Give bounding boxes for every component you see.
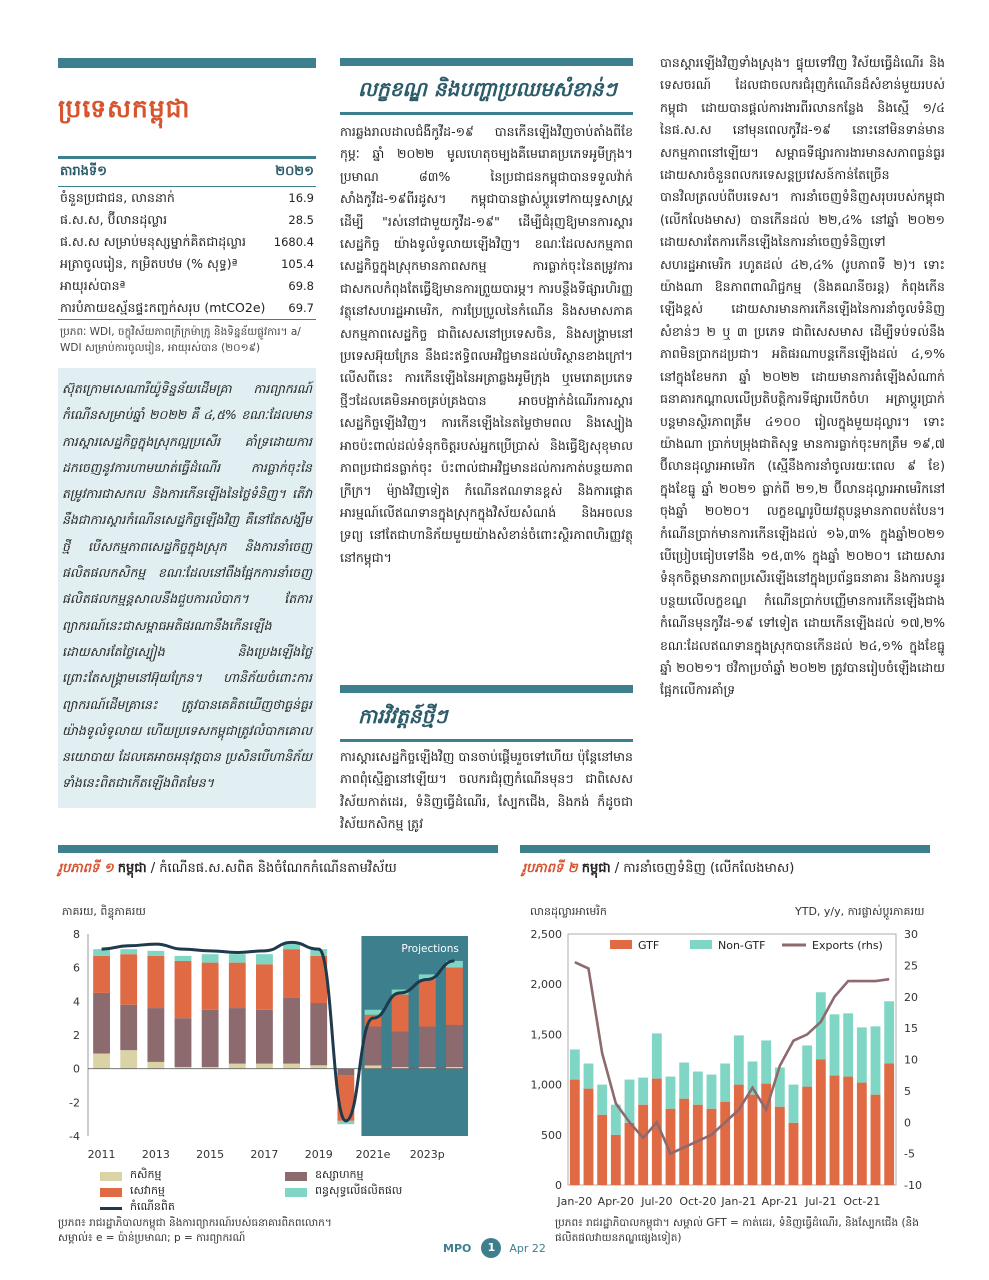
bar-segment	[857, 1083, 867, 1185]
right-column	[660, 52, 945, 838]
footer-page-number: 1	[481, 1238, 501, 1258]
y-left-tick-label: 0	[555, 1179, 562, 1192]
bar-segment	[802, 1045, 812, 1086]
bar-segment	[652, 1033, 662, 1078]
bar-segment	[229, 963, 246, 1008]
summary-box: ស៊ុតក្រោមសេណារីយ៉ូទិន្នន័យដើមគ្រា ការព្យាករណ៍កំណើនសម្រាប់ឆ្នាំ ២០២២ គឺ ៤,៥% ខណៈដែលមានការស្តារសេដ្ឋកិច្ចក្នុងស្រុកល្អប្រសើរ គាំទ្រដោយការដកចេញនូវការហាមឃាត់ធ្វើដំណើរ ការធ្លាក់ចុះនៃតម្រូវការជាសកល និងការកើនឡើងនៃថ្លៃទំនិញ។ តើវានឹងជាការស្តារកំណើនសេដ្ឋកិច្ចឡើងវិញ គឺនៅតែសង្ឃឹមថ្មី បើសកម្មភាពសេដ្ឋកិច្ចក្នុងស្រុក និងការនាំចេញផលិតផលកសិកម្ម ខណៈដែលនៅពឹងផ្អែកការនាំចេញផលិតផលកម្មន្តសាលនឹងជួបការលំបាក។ តែការព្យាករណ៍នេះជាសម្ពាធអតិផរណានឹងកើនឡើង ដោយសារតែថ្លៃស្បៀង និងប្រេងឡើងថ្លៃ ព្រោះតែសង្គ្រាមនៅអ៊ុយក្រែន។ ហានិភ័យចំពោះការព្យាករណ៍ដើមគ្រានេះ ត្រូវបានគេគិតឃើញថាធ្ងន់ធ្ងរយ៉ាងទូលំទូលាយ ហើយប្រទេសកម្ពុជាត្រូវលំបាកគោលនយោបាយ ដែលគេអាចអនុវត្តបាន ប្រសិនបើហានិភ័យទាំងនេះពិតជាកើតឡើងពិតមែន។	[58, 368, 316, 808]
table-row-value: 1680.4	[273, 235, 314, 249]
legend-swatch-nongtf	[690, 940, 712, 949]
bar-segment	[830, 1076, 840, 1185]
y-left-tick-label: 2,000	[530, 978, 562, 992]
bar-segment	[734, 1035, 744, 1084]
exports-line	[575, 962, 889, 1153]
x-tick-label: Jul-21	[805, 1195, 837, 1208]
legend-taxes-swatch	[285, 1188, 307, 1197]
bar-segment	[147, 1062, 164, 1069]
bar-segment	[337, 1069, 354, 1076]
bar-segment	[202, 1010, 219, 1067]
bar-segment	[857, 1027, 867, 1082]
bar-segment	[611, 1135, 621, 1185]
legend-label-nongtf: Non-GTF	[718, 939, 766, 952]
y-tick-label: 8	[73, 928, 80, 941]
legend-agri	[100, 1168, 161, 1184]
y-right-tick-label: 25	[904, 959, 918, 973]
y-right-tick-label: 0	[904, 1116, 911, 1130]
bar-segment	[830, 1014, 840, 1075]
bar-segment	[310, 1065, 327, 1068]
bar-segment	[365, 1010, 382, 1015]
table-title: តារាងទី១	[60, 164, 107, 179]
x-tick-label: Apr-21	[761, 1195, 798, 1208]
bar-segment	[256, 964, 273, 1009]
bar-segment	[679, 1063, 689, 1099]
x-tick-label: 2017	[250, 1148, 279, 1161]
legend-label-gtf: GTF	[638, 939, 660, 952]
bar-segment	[789, 1123, 799, 1185]
legend-industry	[285, 1168, 364, 1184]
figure1-country: កម្ពុជា	[117, 861, 147, 876]
section-body-recent-developments: ការស្តារសេដ្ឋកិច្ចឡើងវិញ បានចាប់ផ្តើមរួចទៅហើយ ប៉ុន្តែនៅមានភាពពុំស្មើគ្នានៅឡើយ។ ចលករជំរុញកំណើនមុនៗ ជាពិសេសវិស័យកាត់ដេរ, ទំនិញធ្វើដំណើរ, ស្បែកជើង, និងកង់ ក៏ដូចជាវិស័យកសិកម្ម ត្រូវ	[340, 749, 633, 832]
table-row-label: អាយុរស់បានª	[60, 278, 126, 293]
legend-swatch-gtf	[610, 940, 632, 949]
section-title-key-conditions: លក្ខខណ្ឌ និងបញ្ហាប្រឈមសំខាន់ៗ	[340, 66, 633, 115]
bar-segment	[871, 1095, 881, 1185]
y-tick-label: -2	[69, 1096, 80, 1110]
y-tick-label: -4	[69, 1130, 80, 1143]
bar-segment	[446, 1025, 463, 1067]
section-body-key-conditions: ការឆ្លងរាលដាលជំងឺកូវីដ-១៩ បានកើនឡើងវិញចាប់តាំងពីខែកុម្ភៈ ឆ្នាំ ២០២២ មូលហេតុចម្បងគឺមេរោគប្រភេទអូមីក្រុង។ ប្រមាណ ៨៣% នៃប្រជាជនកម្ពុជាបានទទួលវ៉ាក់សាំងកូវីដ-១៩ពីរដូស។ កម្ពុជាបានផ្លាស់ប្តូរទៅកាយុទ្ធសាស្ត្រ ដើម្បី "រស់នៅជាមួយកូវីដ-១៩" ដើម្បីជំរុញឱ្យមានការស្តារសេដ្ឋកិច្ច យ៉ាងទូលំទូលាយឡើងវិញ។ ខណៈដែលសកម្មភាពសេដ្ឋកិច្ចក្នុងស្រុកមានភាពសកម្ម ការធ្លាក់ចុះនៃតម្រូវការជាសកលកំពុងតែធ្វើឱ្យមានការព្រួយបារម្ភ។ ការបន្ថឹងទីផ្សារហិរញ្ញវត្ថុនៅសហរដ្ឋអាមេរិក, ការប្រែប្រួលនៃកំណើន និងសមាសភាគសកម្មភាពសេដ្ឋកិច្ច ជាពិសេសនៅប្រទេសចិន, និងសង្គ្រាមនៅប្រទេសអ៊ុយក្រែន នឹងជះឥទ្ធិពលអវិជ្ជមានដល់បរិស្ថានខាងក្រៅ។ លើសពីនេះ ការកើនឡើងនៃអត្រាឆ្លងអូមីក្រុង ឬមេរោគប្រភេទថ្មីៗដែលគេមិនអាចគ្រប់គ្រងបាន អាចបង្អាក់ដំណើរការស្តារសេដ្ឋកិច្ចឡើងវិញ។ ការកើនឡើងនៃតម្លៃថាមពល និងស្បៀង អាចប៉ះពាល់ដល់ទំនុកចិត្តរបស់អ្នកប្រើប្រាស់ និងធ្វើឱ្យសុខុមាលភាពប្រជាជនធ្លាក់ចុះ ប៉ះពាល់ជាអវិជ្ជមានដល់ការកាត់បន្ថយភាពក្រីក្រ។ ម៉្យាងវិញទៀត កំណើនឥណទានខ្ពស់ និងការផ្តោតអារម្មណ៍លើឥណទានក្នុងស្រុកក្នុងវិស័យសំណង់ និងអចលនទ្រព្យ នៅតែជាហានិភ័យមួយយ៉ាងសំខាន់ចំពោះស្ថិរភាពហិរញ្ញវត្ថុនៅកម្ពុជា។	[340, 124, 633, 565]
left-column	[58, 58, 316, 808]
bar-segment	[419, 979, 436, 1026]
bar-segment	[584, 1064, 594, 1089]
footer-date: Apr 22	[509, 1241, 546, 1255]
legend-services	[100, 1184, 165, 1200]
y-right-tick-label: -5	[904, 1147, 915, 1161]
figure1-rule	[58, 845, 498, 853]
y-tick-label: 4	[73, 995, 80, 1009]
legend-gdp	[100, 1200, 175, 1216]
bar-segment	[392, 995, 409, 1032]
table-row-label: ចំនួនប្រជាជន, លាននាក់	[60, 190, 175, 205]
legend-gdp-label: កំណើនពិត	[130, 1200, 175, 1213]
bar-segment	[120, 1050, 137, 1069]
x-tick-label: 2019	[304, 1148, 333, 1161]
legend-agri-swatch	[100, 1172, 122, 1181]
bar-segment	[734, 1085, 744, 1185]
bar-segment	[283, 1064, 300, 1069]
table-row	[58, 209, 316, 231]
bar-segment	[570, 1080, 580, 1185]
figure1-source: ប្រភព៖ រាជរដ្ឋាភិបាលកម្ពុជា និងការព្យាករណ៍របស់ធនាគារពិភពលោក។ សម្គាល់៖ e = ប៉ាន់ប្រមាណ; p = ការព្យាករណ៍	[58, 1217, 332, 1244]
bar-segment	[748, 1095, 758, 1185]
table-row-value: 69.7	[288, 301, 314, 315]
figure2-rule	[520, 845, 930, 853]
section-rule	[340, 58, 633, 66]
bar-segment	[229, 1064, 246, 1069]
bar-segment	[202, 963, 219, 1010]
figure2-caption: / ការនាំចេញទំនិញ (លើកលែងមាស)	[610, 861, 795, 876]
x-tick-label: Jul-20	[641, 1195, 673, 1208]
middle-column	[340, 58, 633, 838]
y-right-tick-label: 20	[904, 990, 918, 1004]
x-tick-label: Jan-20	[557, 1195, 593, 1208]
bar-segment	[597, 1115, 607, 1185]
figure1-title	[58, 860, 397, 879]
bar-segment	[310, 1003, 327, 1065]
y-right-tick-label: 10	[904, 1053, 918, 1067]
section-title-recent-developments: ការវិវត្តន៍ថ្មីៗ	[340, 693, 633, 742]
figure2-title	[522, 860, 794, 879]
bar-segment	[256, 1010, 273, 1064]
y-right-tick-label: -10	[904, 1179, 922, 1192]
bar-segment	[175, 1018, 192, 1067]
bar-segment	[229, 954, 246, 962]
table-row	[58, 297, 316, 319]
table-row-value: 16.9	[288, 191, 314, 205]
x-tick-label: 2011	[87, 1148, 116, 1161]
figure2-ylabel-left: លានដុល្លារអាមេរិក	[530, 905, 607, 918]
y-left-tick-label: 1,000	[530, 1078, 562, 1092]
x-tick-label: 2023p	[409, 1148, 445, 1161]
page-footer	[0, 1238, 989, 1258]
bar-segment	[120, 949, 137, 954]
bar-segment	[693, 1072, 703, 1105]
bar-segment	[283, 949, 300, 998]
bar-segment	[679, 1099, 689, 1185]
bar-segment	[93, 1054, 110, 1069]
bar-segment	[147, 1008, 164, 1062]
figure1-caption: / កំណើនផ.ស.សពិត និងចំណែកកំណើនតាមវិស័យ	[146, 861, 397, 876]
bar-segment	[843, 1077, 853, 1185]
table-row	[58, 253, 316, 275]
x-tick-label: Jan-21	[721, 1195, 757, 1208]
bar-segment	[147, 951, 164, 956]
bar-segment	[256, 1064, 273, 1069]
figure2-number: រូបភាពទី ២	[522, 861, 578, 876]
bar-segment	[775, 1107, 785, 1185]
bar-segment	[597, 1085, 607, 1115]
bar-segment	[884, 1001, 894, 1063]
footer-brand: MPO	[443, 1241, 472, 1255]
bar-segment	[884, 1064, 894, 1185]
bar-segment	[93, 993, 110, 1054]
top-rule	[58, 58, 316, 68]
y-left-tick-label: 500	[541, 1128, 562, 1142]
table-year: ២០២១	[275, 164, 314, 179]
y-tick-label: 0	[73, 1062, 80, 1076]
table-source: ប្រភពៈ WDI, ចក្ខុវិស័យភាពក្រីក្រម៉ាក្រូ និងទិន្នន័យផ្លូវការ។ a/ WDI សម្រាប់ការចូលរៀន, អាយុរស់បាន (២០១៩)	[58, 319, 316, 362]
table-header	[58, 156, 316, 187]
table-row	[58, 187, 316, 209]
legend-taxes	[285, 1184, 402, 1200]
country-title: ប្រទេសកម្ពុជា	[58, 94, 191, 123]
table-row-label: ការបំភាយឧស្ម័នផ្ទះកញ្ចក់សរុប (mtCO2e)	[60, 300, 266, 315]
y-tick-label: 6	[73, 961, 80, 975]
bar-segment	[638, 1105, 648, 1185]
y-left-tick-label: 2,500	[530, 928, 562, 941]
bar-segment	[570, 1049, 580, 1079]
legend-industry-label: ឧស្សាហកម្ម	[315, 1168, 364, 1181]
figure1-legend	[100, 1168, 500, 1214]
bar-segment	[229, 1008, 246, 1064]
bar-segment	[802, 1087, 812, 1185]
bar-segment	[256, 954, 273, 964]
x-tick-label: 2013	[141, 1148, 170, 1161]
bar-segment	[816, 1060, 826, 1186]
figure2-ylabel-right: YTD, y/y, ការផ្លាស់ប្តូរភាគរយ	[795, 905, 925, 918]
bar-segment	[638, 1078, 648, 1105]
bar-segment	[720, 1102, 730, 1185]
x-tick-label: 2015	[196, 1148, 225, 1161]
bar-segment	[175, 961, 192, 1018]
figure1-chart	[58, 920, 478, 1165]
bar-segment	[693, 1105, 703, 1185]
bar-segment	[584, 1089, 594, 1185]
legend-label-exports: Exports (rhs)	[812, 939, 883, 952]
bar-segment	[720, 1064, 730, 1102]
legend-taxes-label: ពន្ធសុទ្ធលើផលិតផល	[315, 1184, 403, 1197]
bar-segment	[761, 1040, 771, 1083]
table-row	[58, 275, 316, 297]
section-rule	[340, 685, 633, 693]
bar-segment	[147, 956, 164, 1008]
figure1-number: រូបភាពទី ១	[58, 861, 114, 876]
figure2-source: ប្រភព៖ រាជរដ្ឋាភិបាលកម្ពុជា។ សម្គាល់ GFT = កាត់ដេរ, ទំនិញធ្វើដំណើរ, និងស្បែកជើង (និងផលិតផលវាយនភណ្ឌផ្សេងទៀត)	[555, 1217, 919, 1244]
projection-label: Projections	[401, 943, 459, 955]
legend-gdp-line	[100, 1207, 122, 1210]
indicator-table	[58, 187, 316, 319]
bar-segment	[202, 954, 219, 962]
table-row-label: អត្រាចូលរៀន, កម្រិតបឋម (% សុទ្ធ)ª	[60, 256, 238, 271]
bar-segment	[419, 1027, 436, 1067]
bar-segment	[871, 1026, 881, 1094]
table-row-label: ផ.ស.ស, ប៊ីលានដុល្លារ	[60, 212, 168, 227]
bar-segment	[707, 1109, 717, 1185]
y-left-tick-label: 1,500	[530, 1028, 562, 1042]
bar-segment	[120, 1005, 137, 1050]
table-row-value: 69.8	[288, 279, 314, 293]
bar-segment	[789, 1085, 799, 1123]
x-tick-label: Apr-20	[597, 1195, 634, 1208]
bar-segment	[392, 1032, 409, 1067]
figure1-ylabel: ភាគរយ, ពិន្ទុភាគរយ	[62, 905, 146, 918]
bar-segment	[666, 1077, 676, 1109]
table-row-label: ផ.ស.ស សម្រាប់មនុស្សម្នាក់គិតជាដុល្លារ	[60, 234, 246, 249]
bar-segment	[625, 1123, 635, 1185]
figure2-chart	[520, 920, 930, 1210]
right-column-text: បានស្តារឡើងវិញទាំងស្រុង។ ផ្ទុយទៅវិញ វិស័យធ្វើដំណើរ និងទេសចរណ៍ ដែលជាចលករជំរុញកំណើនដ៏សំខាន់មួយរបស់កម្ពុជា ដោយបានផ្តល់ការងារពីរលានកន្លែង និងស្មើ ១/៤ នៃផ.ស.ស នៅមុនពេលកូវីដ-១៩ នោះនៅមិនទាន់មានសកម្មភាពនៅឡើយ។ សម្ពាធទីផ្សារការងារមានសភាពធ្ងន់ធ្ងរ ដោយសារចំនួនពលករទេសន្តប្រវេសន៍កាន់តែច្រើនបានវិលត្រលប់ពីបរទេស។ ការនាំចេញទំនិញសរុបរបស់កម្ពុជា (លើកលែងមាស) បានកើនដល់ ២២,៤% នៅឆ្នាំ ២០២១ ដោយសារតែការកើនឡើងនៃការនាំចេញទំនិញទៅសហរដ្ឋអាមេរិក រហូតដល់ ៤២,៤% (រូបភាពទី ២)។ ទោះយ៉ាងណា ឱនភាពពាណិជ្ជកម្ម (និងគណនីចរន្ត) កំពុងកើនឡើងខ្ពស់ ដោយសារមានការកើនឡើងនៃការនាំចូលទំនិញសំខាន់ៗ ២ ឬ ៣ ប្រភេទ ជាពិសេសមាស ដើម្បីទប់ទល់នឹងភាពមិនប្រាកដប្រជា។ អតិផរណាបន្តកើនឡើងដល់ ៤,១% នៅក្នុងខែមករា ឆ្នាំ ២០២២ ដោយមានការតំឡើងសំណាក់ធនាគារកណ្តាលលើប្រតិបត្តិការទីផ្សារបើកចំហ អត្រាប្តូរប្រាក់បន្តមានស្ថិរភាពត្រឹម ៤១០០ រៀលក្នុងមួយដុល្លារ។ ទោះយ៉ាងណា ប្រាក់បម្រុងជាតិសុទ្ធ មានការធ្លាក់ចុះមកត្រឹម ១៩,៧ ប៊ីលានដុល្លារអាមេរិក (ស្មើនឹងការនាំចូលរយៈពេល ៩ ខែ) ក្នុងខែធ្នូ ឆ្នាំ ២០២១ ធ្លាក់ពី ២១,២ ប៊ីលានដុល្លារអាមេរិកនៅចុងឆ្នាំ ២០២០។ លក្ខខណ្ឌរូបិយវត្ថុបន្តមានភាពបត់បែន។ កំណើនប្រាក់មានការកើនឡើងដល់ ១៦,៣% ក្នុងឆ្នាំ២០២១ បើប្រៀបធៀបទៅនឹង ១៥,៣% ក្នុងឆ្នាំ ២០២០។ ដោយសារទំនុកចិត្តមានភាពប្រសើរឡើងនៅក្នុងប្រព័ន្ធធនាគារ និងការបន្ធូរបន្ថយលើលក្ខខណ្ឌ កំណើនប្រាក់បញ្ញើមានការកើនឡើងជាងកំណើនមុនកូវីដ-១៩ ទៅទៀត ដោយកើនឡើងដល់ ១៧,២% ខណៈដែលឥណទានក្នុងស្រុកបានកើនដល់ ២៤,១% ក្នុងខែធ្នូ ឆ្នាំ ២០២១។ ថវិកាប្រចាំឆ្នាំ ២០២២ ត្រូវបានរៀបចំឡើងដោយផ្អែកលើការគាំទ្រ	[660, 55, 945, 698]
bar-segment	[446, 968, 463, 1025]
x-tick-label: 2021e	[355, 1148, 391, 1161]
bar-segment	[707, 1075, 717, 1109]
legend-services-swatch	[100, 1188, 122, 1197]
table-row-value: 105.4	[281, 257, 314, 271]
bar-segment	[283, 998, 300, 1064]
legend-services-label: សេវាកម្ម	[130, 1184, 165, 1197]
y-right-tick-label: 5	[904, 1084, 911, 1098]
figure2-country: កម្ពុជា	[581, 861, 611, 876]
bar-segment	[365, 1065, 382, 1068]
x-tick-label: Oct-21	[843, 1195, 881, 1208]
y-right-tick-label: 30	[904, 928, 918, 941]
y-right-tick-label: 15	[904, 1022, 918, 1036]
legend-agri-label: កសិកម្ម	[130, 1168, 162, 1181]
legend-industry-swatch	[285, 1172, 307, 1181]
table-row	[58, 231, 316, 253]
bar-segment	[93, 956, 110, 993]
y-tick-label: 2	[73, 1029, 80, 1042]
table-row-value: 28.5	[288, 213, 314, 227]
x-tick-label: Oct-20	[679, 1195, 717, 1208]
bar-segment	[365, 1027, 382, 1066]
bar-segment	[175, 956, 192, 961]
bar-segment	[120, 954, 137, 1005]
bar-segment	[843, 1013, 853, 1076]
